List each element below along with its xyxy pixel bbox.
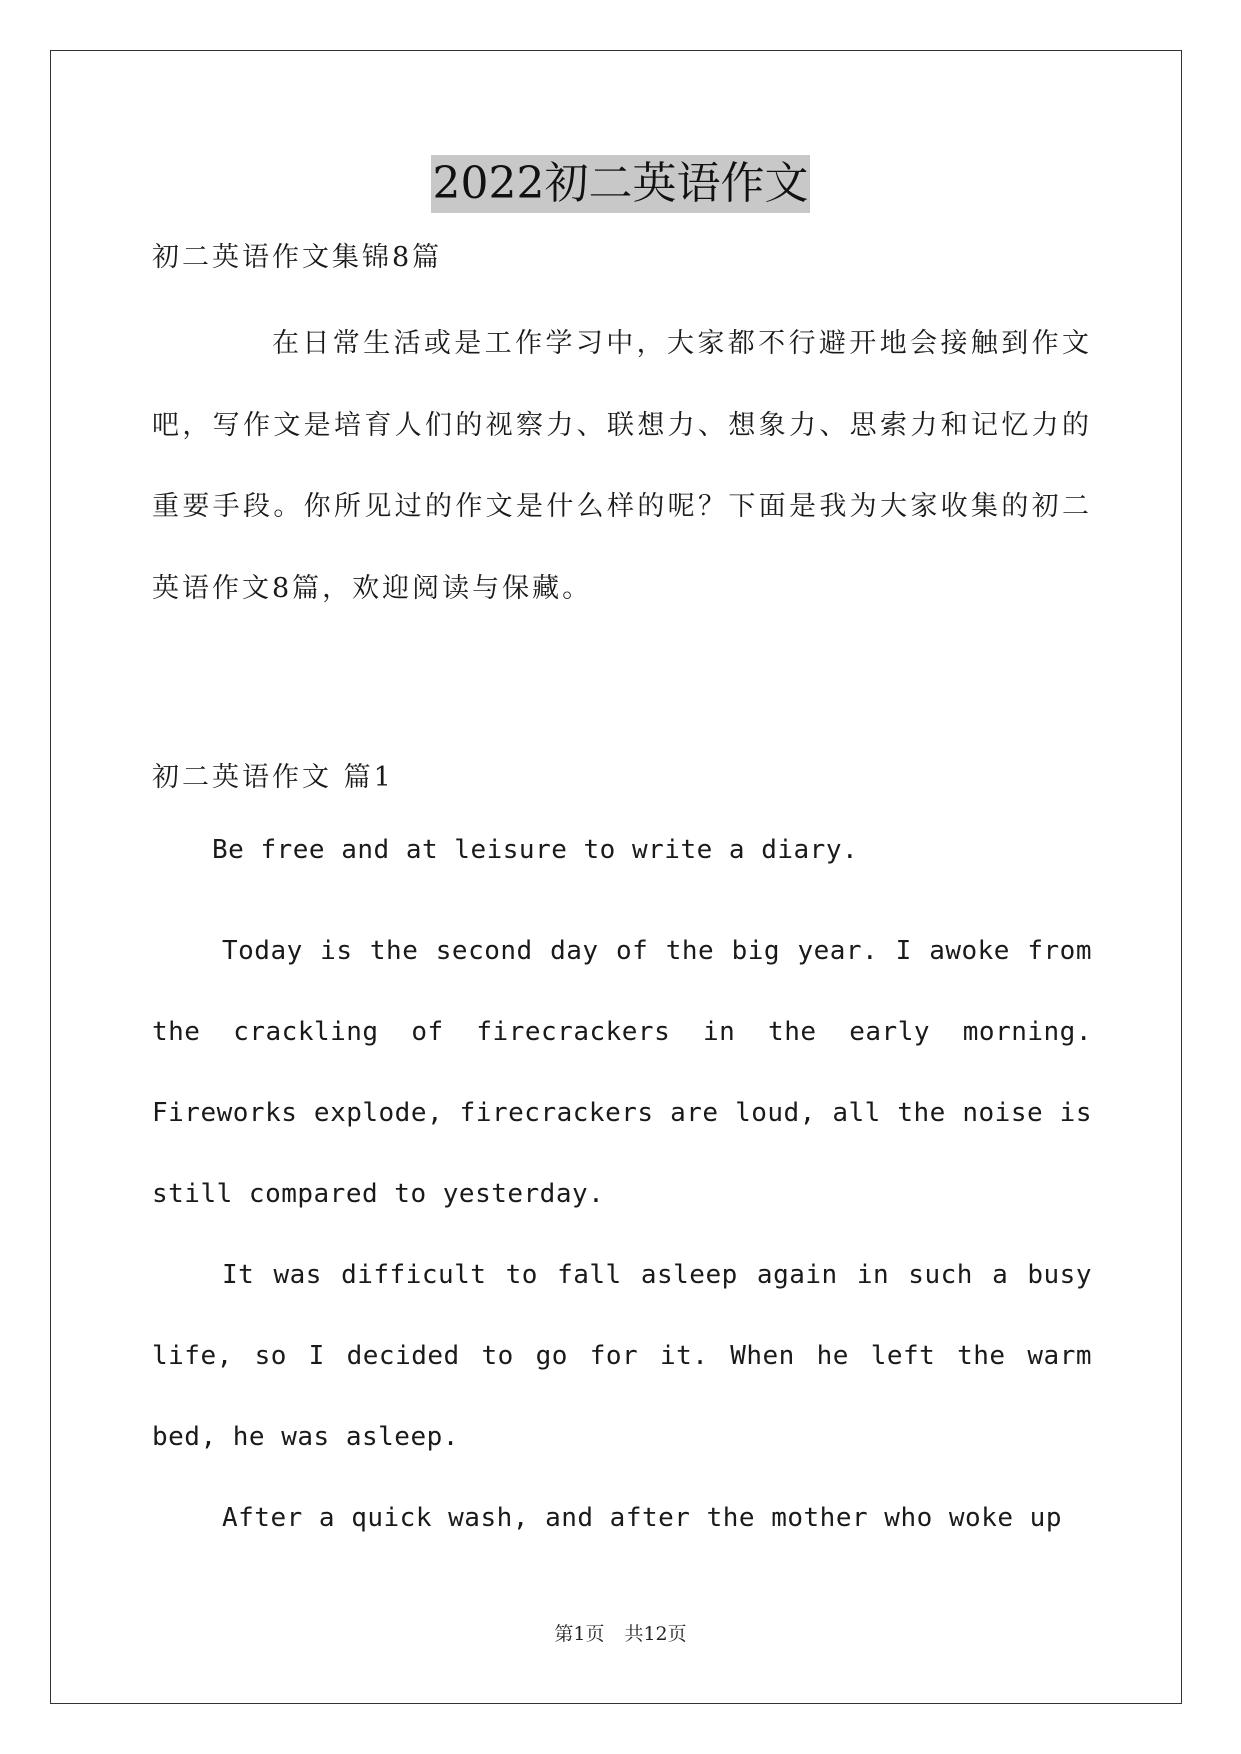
essay-paragraph: After a quick wash, and after the mother who woke up: [222, 1503, 1062, 1533]
title-container: [0, 155, 1241, 213]
document-title: 2022初二英语作文: [431, 155, 811, 213]
page-footer: [0, 1619, 1241, 1646]
section-heading: 初二英语作文 篇1: [152, 762, 394, 793]
document-body: [152, 238, 1092, 629]
essay-paragraph: It was difficult to fall asleep again in such a busy life, so I decided to go for it. When he left the warm bed, he was asleep.: [152, 1260, 1092, 1452]
page-total: 共12页: [624, 1623, 687, 1645]
essay-paragraph: Be free and at leisure to write a diary.: [212, 835, 859, 865]
intro-paragraph: 在日常生活或是工作学习中，大家都不行避开地会接触到作文吧，写作文是培育人们的视察力、联想力、想象力、思索力和记忆力的重要手段。你所见过的作文是什么样的呢？下面是我为大家收集的初二英语作文8篇，欢迎阅读与保藏。: [152, 328, 1092, 604]
essay-body: [152, 830, 1092, 1559]
essay-paragraph: Today is the second day of the big year. I awoke from the crackling of firecrackers in the early morning. Fireworks explode, firecrackers are loud, all the noise is still compared to yesterday.: [152, 936, 1092, 1209]
document-subtitle: 初二英语作文集锦8篇: [152, 242, 443, 273]
page-number: 第1页: [554, 1623, 605, 1645]
